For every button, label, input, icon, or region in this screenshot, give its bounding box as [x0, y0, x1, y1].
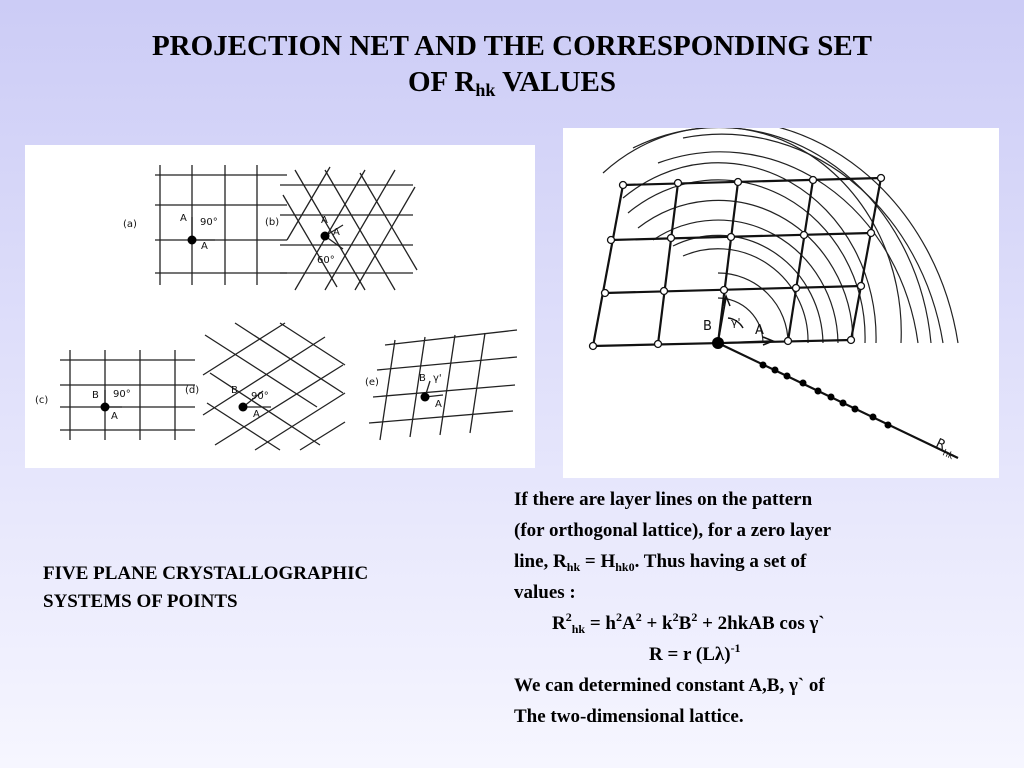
label-B: B — [419, 373, 426, 384]
label-d: (d) — [185, 385, 200, 396]
label-A: A — [201, 241, 208, 252]
caption-line-2: SYSTEMS OF POINTS — [43, 591, 238, 612]
title-text: OF R — [407, 66, 476, 98]
gamma-label: γ' — [433, 373, 442, 384]
formula-rhk: $R^2_{hk} = h^2A^2 + k^2B^2$ + 2hkAB cos γ` — [552, 610, 825, 636]
label-a: (a) — [123, 219, 137, 230]
label-c: (c) — [35, 395, 49, 406]
explanation-line: If there are layer lines on the pattern — [514, 489, 813, 510]
rhk-label — [932, 436, 960, 462]
explanation-line: line, $R_{hk} = H_{hk0}$. Thus having a set of — [514, 551, 807, 574]
label-b: (b) — [265, 217, 280, 228]
label-A: A — [253, 409, 260, 420]
plane-lattices-svg — [25, 145, 535, 468]
explanation-text — [514, 484, 1014, 732]
title-text: VALUES — [495, 66, 617, 98]
projection-net-svg — [563, 128, 999, 478]
explanation-line: We can determined constant A,B, γ` of — [514, 675, 825, 696]
lattice-e — [369, 330, 517, 440]
svg-text:hk: hk — [940, 448, 955, 463]
angle-90-label: 90° — [113, 389, 131, 400]
label-B: B — [92, 390, 99, 401]
label-A: A — [111, 411, 118, 422]
title-line-2 — [60, 64, 964, 100]
title-line-1: PROJECTION NET AND THE CORRESPONDING SET — [151, 30, 873, 62]
formula-r: R = r $(L\lambda)^{-1}$ — [649, 641, 741, 665]
explanation-line: The two-dimensional lattice. — [514, 706, 744, 727]
figure-caption — [43, 560, 503, 616]
gamma-label: γ' — [731, 316, 741, 329]
angle-90-label: 90° — [200, 217, 218, 228]
label-A: A — [321, 215, 328, 226]
label-A: A — [435, 399, 442, 410]
label-B: B — [231, 385, 238, 396]
svg-text:R: R — [933, 436, 948, 454]
plane-lattices-figure — [25, 145, 535, 468]
label-e: (e) — [365, 377, 379, 388]
slide-title — [60, 28, 964, 100]
title-subscript: hk — [475, 80, 496, 100]
label-B: B — [703, 319, 712, 334]
lattice-b — [280, 167, 417, 290]
label-A: A — [333, 227, 340, 238]
angle-90-label: 90° — [251, 391, 269, 402]
label-A: A — [755, 323, 764, 338]
caption-line-1: FIVE PLANE CRYSTALLOGRAPHIC — [43, 563, 369, 584]
label-A: A — [180, 213, 187, 224]
explanation-line: values : — [514, 582, 576, 603]
angle-60-label: 60° — [317, 255, 335, 266]
projection-net-figure — [563, 128, 999, 478]
lattice-d — [203, 323, 345, 450]
explanation-line: (for orthogonal lattice), for a zero layer — [514, 520, 832, 541]
